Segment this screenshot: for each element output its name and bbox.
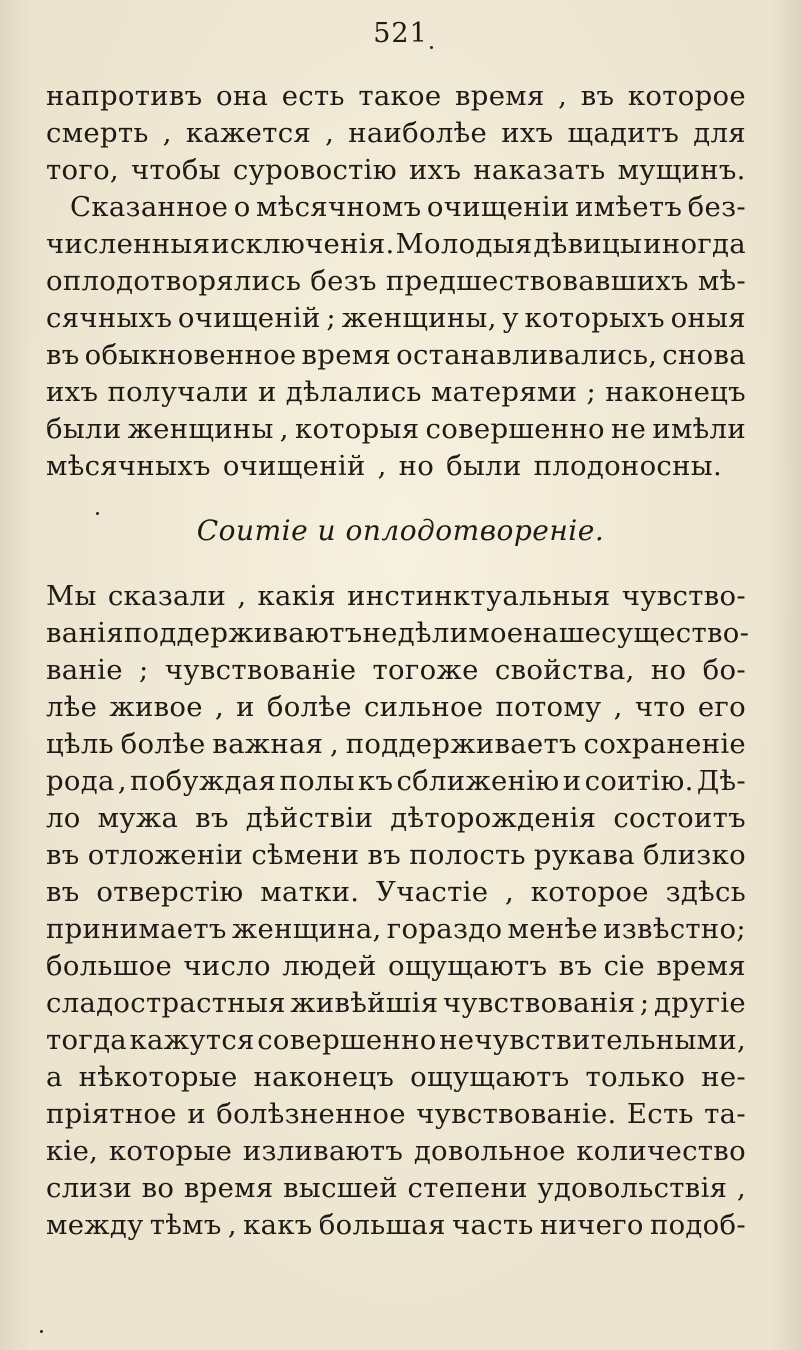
text-line: слизи во время высшей степени удовольствія , [46, 1172, 746, 1204]
section-heading: Соитіе и оплодотвореніе. [196, 514, 605, 547]
text-line: ванія поддерживаютъ недѣлимое наше существо- [46, 617, 750, 649]
text-line: того, чтобы суровостію ихъ наказать мущинъ. [46, 154, 746, 186]
text-line: пріятное и болѣзненное чувствованіе. Есть та- [46, 1098, 746, 1130]
text-line: были женщины , которыя совершенно не имѣли [46, 413, 746, 445]
text-line: въ отложеніи сѣмени въ полость рукава близко [46, 839, 746, 871]
paragraph-section [46, 578, 750, 1244]
text-line: смерть , кажется , наиболѣе ихъ щадитъ для [46, 117, 746, 149]
text-line: между тѣмъ , какъ большая часть ничего подоб- [46, 1209, 746, 1241]
paragraph-continued [46, 78, 746, 485]
text-line: Мы сказали , какія инстинктуальныя чувство- [46, 580, 746, 612]
print-speck [96, 512, 99, 515]
text-line: напротивъ она есть такое время , въ которое [46, 80, 746, 112]
text-line: мѣсячныхъ очищеній , но были плодоносны. [46, 450, 722, 482]
text-line: цѣль болѣе важная , поддерживаетъ сохраненіе [46, 728, 746, 760]
text-line: въ отверстію матки. Участіе , которое здѣсь [46, 876, 746, 908]
text-line: ло мужа въ дѣйствіи дѣторожденія состоитъ [46, 802, 746, 834]
text-line: кіе, которые изливаютъ довольное количество [46, 1135, 746, 1167]
text-line: рода , побуждая полы къ сближенію и соитію. Дѣ- [46, 765, 746, 797]
text-line: численныя исключенія. Молодыя дѣвицы иногда [46, 228, 746, 260]
text-line: оплодотворялись безъ предшествовавшихъ мѣ- [46, 265, 746, 297]
print-speck [40, 1330, 43, 1333]
text-line: тогда кажутся совершенно нечувствительными, [46, 1024, 746, 1056]
page-number: 521 [373, 18, 428, 49]
text-line: ваніе ; чувствованіе тогоже свойства, но бо- [46, 654, 746, 686]
text-line: сладострастныя живѣйшія чувствованія ; другіе [46, 987, 746, 1019]
text-line: Сказанное о мѣсячномъ очищеніи имѣетъ без- [70, 191, 746, 223]
text-line: лѣе живое , и болѣе сильное потому , что его [46, 691, 746, 723]
text-line: въ обыкновенное время останавливались, снова [46, 339, 746, 371]
text-line: а нѣкоторые наконецъ ощущаютъ только не- [46, 1061, 746, 1093]
text-line: сячныхъ очищеній ; женщины, у которыхъ оныя [46, 302, 746, 334]
print-speck [430, 46, 433, 49]
text-line: ихъ получали и дѣлались матерями ; наконецъ [46, 376, 746, 408]
text-line: принимаетъ женщина, гораздо менѣе извѣстно; [46, 913, 746, 945]
text-line: большое число людей ощущаютъ въ сіе время [46, 950, 746, 982]
